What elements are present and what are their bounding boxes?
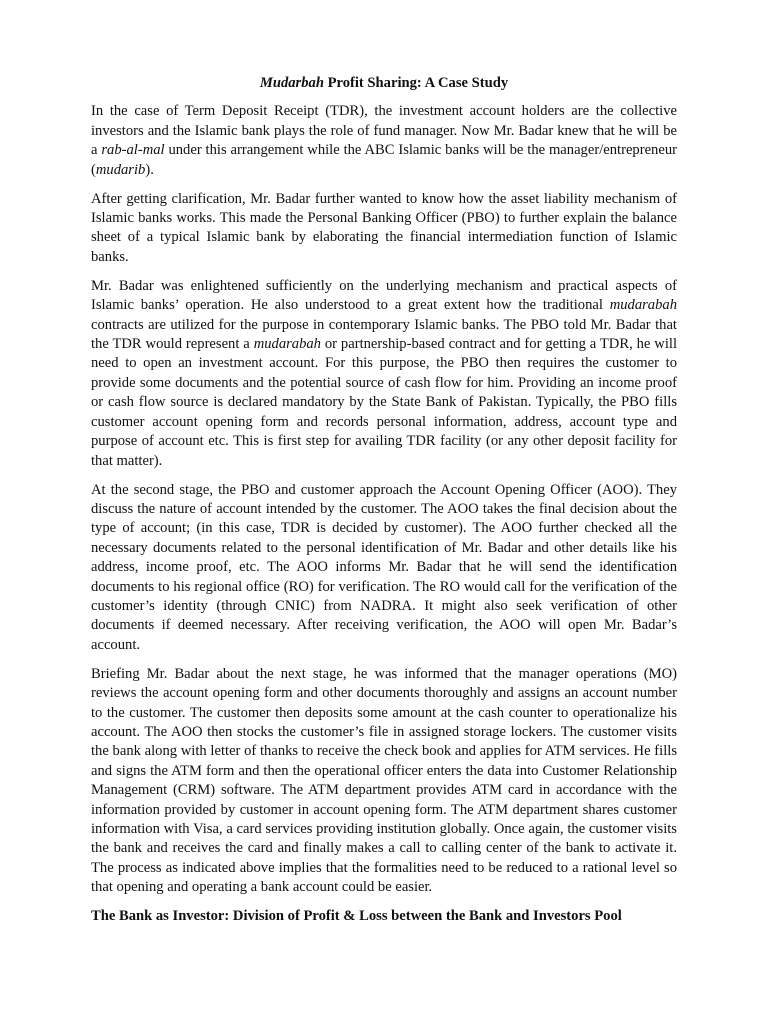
paragraph-tdr-roles bbox=[91, 102, 677, 180]
italic-term: mudarabah bbox=[253, 336, 321, 353]
paragraph-next-stage bbox=[91, 665, 677, 898]
italic-term: mudarib bbox=[95, 161, 146, 178]
title-text: Profit Sharing: A Case Study bbox=[323, 75, 509, 91]
text-run: ). bbox=[145, 161, 154, 178]
document-title bbox=[91, 74, 677, 93]
paragraph-mudarabah-account bbox=[91, 277, 677, 471]
paragraph-second-stage bbox=[91, 481, 677, 656]
text-run: At the second stage, the PBO and customer approach the Account Opening Officer (AOO). They discuss the nature of account intended by the customer. The AOO takes the final decision about the type of account; (in this case, TDR is decided by customer). The AOO further checked all the necessary documents related to the personal identification of Mr. Badar and other details like his address, income proof, etc. The AOO informs Mr. Badar that he will send the identification documents to his regional office (RO) for verification. The RO would call for the verification of the customer’s identity (through CNIC) from NADRA. It might also seek verification of other documents if deemed necessary. After receiving verification, the AOO will open Mr. Badar’s account. bbox=[91, 481, 677, 653]
italic-term: rab-al-mal bbox=[101, 142, 165, 159]
text-run: After getting clarification, Mr. Badar further wanted to know how the asset liability mechanism of Islamic banks works. This made the Personal Banking Officer (PBO) to further explain the balance sheet of a typical Islamic bank by elaborating the financial intermediation function of Islamic banks. bbox=[91, 190, 677, 265]
document-page bbox=[91, 74, 677, 927]
paragraph-asset-liability bbox=[91, 190, 677, 268]
text-run: contracts are utilized for the purpose in contemporary Islamic banks. The PBO told Mr. Badar that the TDR would represent a bbox=[91, 316, 677, 353]
text-run: Mr. Badar was enlightened sufficiently on the underlying mechanism and practical aspects of Islamic banks’ operation. He also understood to a great extent how the traditional bbox=[91, 277, 677, 314]
text-run: In the case of Term Deposit Receipt (TDR), the investment account holders are the collective investors and the Islamic bank plays the role of fund manager. Now Mr. Badar knew that he will be a bbox=[91, 103, 677, 159]
italic-term: mudarabah bbox=[609, 297, 677, 314]
text-run: or partnership-based contract and for getting a TDR, he will need to open an investment account. For this purpose, the PBO then requires the customer to provide some documents and the potential source of cash flow for him. Providing an income proof or cash flow source is declared mandatory by the State Bank of Pakistan. Typically, the PBO fills customer account opening form and records personal information, address, account type and purpose of account etc. This is first step for availing TDR facility (or any other deposit facility for that matter). bbox=[91, 336, 677, 469]
title-italic-term: Mudarbah bbox=[259, 75, 324, 91]
text-run: under this arrangement while the ABC Islamic banks will be the manager/entrepreneur ( bbox=[91, 142, 677, 178]
text-run: Briefing Mr. Badar about the next stage, he was informed that the manager operations (MO) reviews the account opening form and other documents thoroughly and assigns an account number to the customer. The customer then deposits some amount at the cash counter to operationalize his account. The AOO then stocks the customer’s file in assigned storage lockers. The customer visits the bank along with letter of thanks to receive the check book and applies for ATM services. He fills and signs the ATM form and then the operational officer enters the data into Customer Relationship Management (CRM) software. The ATM department provides ATM card in accordance with the information provided by customer in account opening form. The ATM department shares customer information with Visa, a card services providing institution globally. Once again, the customer visits the bank and receives the card and finally makes a call to calling center of the bank to activate it. The process as indicated above implies that the formalities need to be reduced to a rational level so that opening and operating a bank account could be easier. bbox=[91, 665, 677, 896]
section-heading: The Bank as Investor: Division of Profit & Loss between the Bank and Investors Pool bbox=[91, 908, 622, 925]
